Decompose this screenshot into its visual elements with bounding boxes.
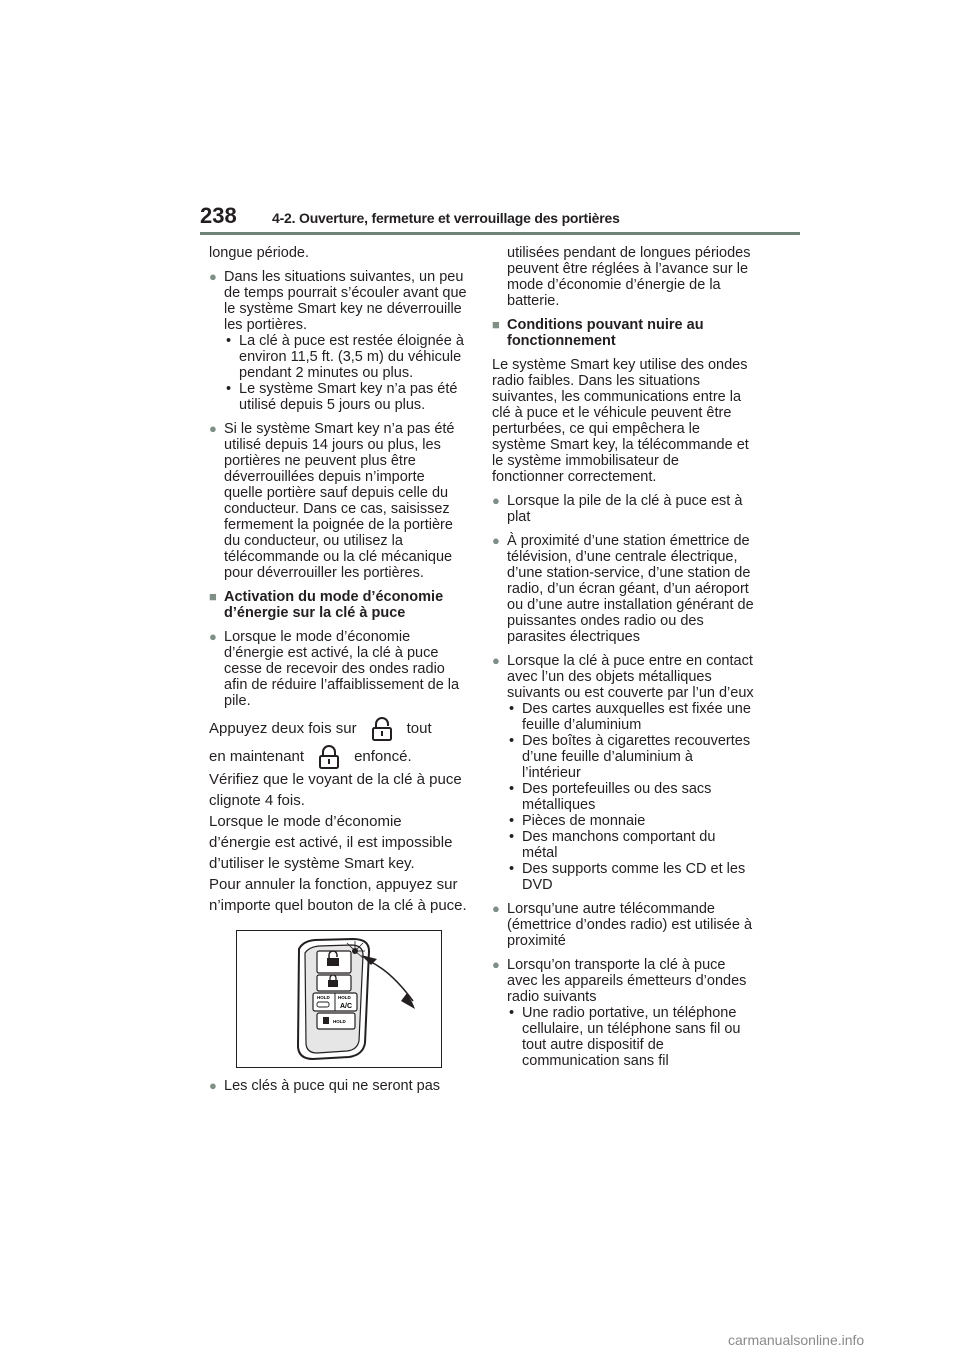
watermark: carmanualsonline.info [728, 1332, 865, 1348]
bullet-text: ● Lorsqu’une autre télécommande (émettrice d’ondes radio) est utilisée à proximité [507, 901, 753, 949]
bullet-item [492, 957, 754, 1069]
subsection-heading: ■ Activation du mode d’économie d’énergie sur la clé à puce [209, 589, 467, 621]
lock-icon [318, 745, 340, 769]
sub-item: • Le système Smart key n’a pas été utilisé depuis 5 jours ou plus. [224, 381, 467, 413]
sub-item: • Pièces de monnaie [507, 813, 754, 829]
bullet-text: ● À proximité d’une station émettrice de télévision, d’une centrale électrique, d’une station-service, d’une station de radio, d’un écran géant, d’un aéroport ou d’une autre installation générant de puissantes ondes radio ou des parasites électriques [507, 533, 754, 645]
sub-item: • Des portefeuilles ou des sacs métalliques [507, 781, 754, 813]
bullet-item [492, 901, 754, 949]
bullet-item [209, 629, 467, 709]
bullet-text: ● Lorsque la clé à puce entre en contact avec l’un des objets métalliques suivants ou est couverte par l’un d’eux [507, 653, 754, 701]
sub-item: • Des manchons comportant du métal [507, 829, 754, 861]
hold-label: HOLD [333, 1019, 346, 1024]
sub-item: • Des cartes auxquelles est fixée une feuille d’aluminium [507, 701, 754, 733]
subsection-heading: ■ Conditions pouvant nuire au fonctionnement [492, 317, 754, 349]
smart-key-illustration [237, 931, 441, 1067]
bullet-text: ● Lorsque le mode d’économie d’énergie est activé, la clé à puce cesse de recevoir des ondes radio afin de réduire l’affaiblissement de la pile. [224, 629, 460, 709]
intro-text: longue période. [209, 245, 309, 261]
bullet-text: ● Si le système Smart key n’a pas été utilisé depuis 14 jours ou plus, les portières ne peuvent plus être déverrouillées depuis n’importe quelle portière sauf depuis celle du conducteur. Dans ce cas, saisissez fermement la poignée de la portière du conducteur, ou utilisez la télécommande ou la clé mécanique pour déverrouiller les portières. [224, 421, 455, 581]
paragraph: Le système Smart key utilise des ondes radio faibles. Dans les situations suivantes, les communications entre la clé à puce et le véhicule peuvent être perturbées, ce qui empêchera le système Smart key, la télécommande et le système immobilisateur de fonctionner correctement. [492, 357, 749, 485]
instruction-text: en maintenant [209, 747, 305, 765]
bullet-item [209, 1078, 467, 1094]
instruction-text: Lorsque le mode d’économie d’énergie est activé, il est impossible d’utiliser le système Smart key. [209, 813, 453, 872]
bullet-item [492, 653, 754, 893]
instruction-text: Appuyez deux fois sur [209, 719, 357, 737]
lock-icon [371, 717, 393, 741]
bullet-item [492, 493, 754, 525]
sub-item: • La clé à puce est restée éloignée à environ 11,5 ft. (3,5 m) du véhicule pendant 2 minutes ou plus. [224, 333, 467, 381]
sub-item: • Une radio portative, un téléphone cellulaire, un téléphone sans fil ou tout autre dispositif de communication sans fil [507, 1005, 754, 1069]
header-rule [200, 232, 800, 235]
ac-label: A/C [340, 1003, 353, 1010]
hold-label: HOLD [317, 995, 330, 1000]
instruction-text: tout [406, 719, 432, 737]
instruction-text: Vérifiez que le voyant de la clé à puce clignote 4 fois. [209, 771, 462, 809]
bullet-item [492, 533, 754, 645]
instruction-text: Pour annuler la fonction, appuyez sur n’importe quel bouton de la clé à puce. [209, 876, 467, 914]
bullet-text: ● Lorsque la pile de la clé à puce est à plat [507, 493, 743, 525]
bullet-text: ● Lorsqu’on transporte la clé à puce avec les appareils émetteurs d’ondes radio suivants [507, 957, 747, 1005]
bullet-text: ● Les clés à puce qui ne seront pas [224, 1078, 441, 1094]
page-number: 238 [200, 203, 237, 228]
bullet-item [209, 269, 467, 413]
instruction-line [209, 745, 467, 769]
right-column [492, 245, 754, 1077]
bullet-text: ● Dans les situations suivantes, un peu de temps pourrait s’écouler avant que le système Smart key ne déverrouille les portières. [224, 269, 467, 333]
bullet-item [209, 421, 467, 581]
sub-item: • Des supports comme les CD et les DVD [507, 861, 754, 893]
instruction-line [209, 717, 467, 741]
instruction-text: enfoncé. [354, 747, 412, 765]
sub-item: • Des boîtes à cigarettes recouvertes d’une feuille d’aluminium à l’intérieur [507, 733, 754, 781]
left-column [209, 245, 467, 1102]
smart-key-figure [236, 930, 442, 1068]
section-title: 4-2. Ouverture, fermeture et verrouillage des portières [272, 210, 620, 226]
hold-label: HOLD [338, 995, 351, 1000]
continued-text: utilisées pendant de longues périodes peuvent être réglées à l’avance sur le mode d’économie d’énergie de la batterie. [507, 245, 751, 309]
